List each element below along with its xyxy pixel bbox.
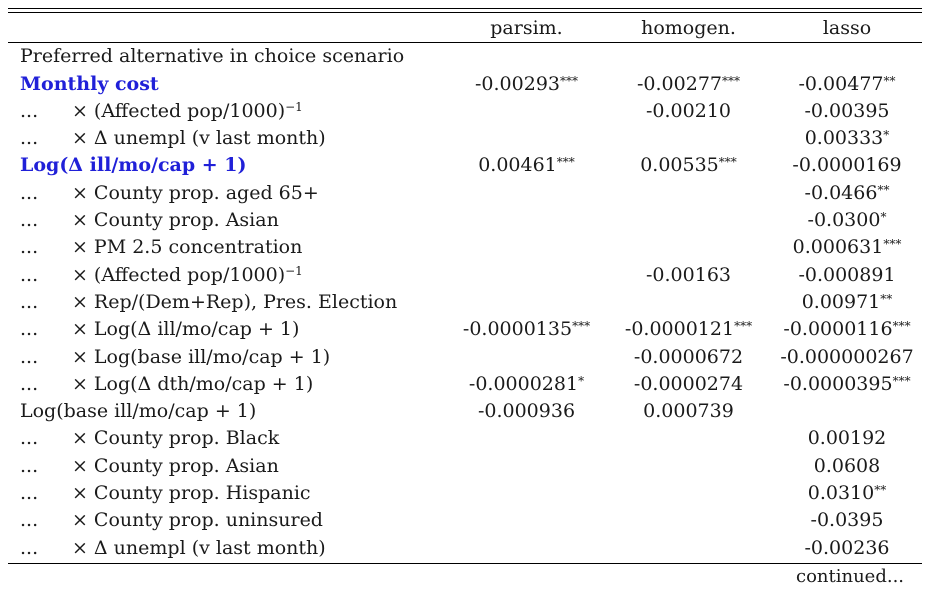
cell-lasso (772, 316, 922, 343)
row-label (8, 207, 448, 234)
times-symbol: × (72, 99, 88, 122)
cell-lasso (772, 344, 922, 371)
header-blank (8, 15, 448, 43)
cell-lasso (772, 262, 922, 289)
coefficient-value: -0.0000274 (633, 372, 744, 395)
cell-lasso (772, 43, 922, 71)
coefficient-value: -0.0000169 (792, 154, 902, 177)
ellipsis-marker: ... (20, 127, 39, 150)
ellipsis-marker: ... (20, 427, 39, 450)
cell-parsim (448, 535, 605, 562)
coefficient-value: -0.0000281 (468, 372, 579, 395)
significance-stars: *** (718, 155, 737, 170)
coefficient-value: -0.0300 (807, 209, 881, 232)
top-rule-inner (8, 12, 922, 13)
cell-parsim (448, 289, 605, 316)
cell-homogen (605, 125, 772, 152)
table-row (8, 371, 922, 398)
times-symbol: × (72, 345, 88, 368)
cell-homogen (605, 425, 772, 452)
significance-stars: ** (877, 182, 890, 197)
row-label (8, 234, 448, 261)
ellipsis-marker: ... (20, 454, 39, 477)
ellipsis-marker: ... (20, 99, 39, 122)
row-label (8, 262, 448, 289)
row-label (8, 535, 448, 562)
table-body (8, 43, 922, 562)
cell-homogen (605, 453, 772, 480)
coefficient-value: -0.0000116 (783, 318, 893, 341)
row-label (8, 43, 448, 71)
bottom-rule (8, 563, 922, 564)
row-label-text: Log(base ill/mo/cap + 1) (20, 400, 257, 423)
cell-lasso (772, 371, 922, 398)
table-row (8, 480, 922, 507)
cell-homogen (605, 152, 772, 179)
row-label (8, 125, 448, 152)
column-header-homogen: homogen. (605, 15, 772, 43)
row-label (8, 507, 448, 534)
row-label-text: Δ unempl (v last month) (93, 536, 326, 559)
significance-stars: *** (572, 319, 591, 334)
coefficient-value: -0.0000135 (462, 318, 573, 341)
coefficient-value: 0.0608 (813, 454, 881, 477)
row-label (8, 344, 448, 371)
table-row (8, 425, 922, 452)
coefficient-value: -0.00477 (798, 72, 884, 95)
row-label (8, 480, 448, 507)
coefficient-value: -0.000000267 (780, 345, 914, 368)
times-symbol: × (72, 482, 88, 505)
times-symbol: × (72, 536, 88, 559)
continued-note: continued... (796, 566, 905, 587)
row-label-text: County prop. Asian (93, 209, 279, 232)
cell-lasso (772, 71, 922, 98)
coefficient-value: 0.00461 (478, 154, 557, 177)
table-row (8, 507, 922, 534)
ellipsis-marker: ... (20, 482, 39, 505)
row-label-text: Preferred alternative in choice scenario (20, 45, 405, 68)
times-symbol: × (72, 318, 88, 341)
table-row (8, 234, 922, 261)
cell-homogen (605, 262, 772, 289)
coefficient-value: -0.00395 (804, 99, 890, 122)
coefficient-value: -0.00277 (637, 72, 722, 95)
table-row (8, 289, 922, 316)
cell-parsim (448, 152, 605, 179)
row-label-text: Monthly cost (20, 72, 159, 95)
coefficient-value: 0.00333 (804, 127, 884, 150)
row-label-text: PM 2.5 concentration (93, 236, 303, 259)
table-row (8, 535, 922, 562)
cell-parsim (448, 125, 605, 152)
row-label-text: Δ unempl (v last month) (93, 127, 326, 150)
table-row (8, 344, 922, 371)
ellipsis-marker: ... (20, 509, 39, 532)
table-row (8, 71, 922, 98)
cell-parsim (448, 180, 605, 207)
coefficient-value: 0.000739 (643, 400, 734, 423)
times-symbol: × (72, 181, 88, 204)
row-label (8, 425, 448, 452)
significance-stars: *** (892, 319, 911, 334)
coefficient-value: 0.00971 (801, 290, 881, 313)
cell-homogen (605, 71, 772, 98)
significance-stars: *** (892, 373, 911, 388)
coefficient-value: 0.00192 (807, 427, 887, 450)
significance-stars: ** (880, 291, 893, 306)
significance-stars: * (880, 210, 887, 225)
row-label-text: County prop. Black (93, 427, 280, 450)
significance-stars: *** (883, 237, 902, 252)
row-label (8, 71, 448, 98)
table-row (8, 125, 922, 152)
cell-lasso (772, 234, 922, 261)
row-label-text: Rep/(Dem+Rep), Pres. Election (93, 290, 398, 313)
row-label-text: (Affected pop/1000) (93, 263, 286, 286)
row-label-text: County prop. aged 65+ (93, 181, 319, 204)
cell-parsim (448, 262, 605, 289)
ellipsis-marker: ... (20, 536, 39, 559)
coefficient-value: -0.0000395 (783, 372, 893, 395)
cell-parsim (448, 453, 605, 480)
times-symbol: × (72, 454, 88, 477)
regression-table (8, 15, 922, 562)
coefficient-value: -0.00293 (475, 72, 560, 95)
significance-stars: *** (722, 73, 740, 88)
cell-parsim (448, 207, 605, 234)
row-label-text: Log(Δ dth/mo/cap + 1) (93, 372, 314, 395)
times-symbol: × (72, 127, 88, 150)
cell-lasso (772, 180, 922, 207)
coefficient-value: -0.00236 (804, 536, 890, 559)
significance-stars: ** (883, 73, 896, 88)
table-row (8, 180, 922, 207)
table-row (8, 98, 922, 125)
cell-homogen (605, 371, 772, 398)
row-label (8, 289, 448, 316)
cell-homogen (605, 234, 772, 261)
coefficient-value: -0.0000672 (633, 345, 744, 368)
row-label-text: County prop. uninsured (93, 509, 323, 532)
cell-parsim (448, 425, 605, 452)
cell-lasso (772, 398, 922, 425)
cell-parsim (448, 71, 605, 98)
row-label-text: County prop. Asian (93, 454, 279, 477)
times-symbol: × (72, 209, 88, 232)
times-symbol: × (72, 509, 88, 532)
significance-stars: ** (874, 483, 887, 498)
cell-lasso (772, 98, 922, 125)
cell-lasso (772, 289, 922, 316)
cell-lasso (772, 480, 922, 507)
cell-homogen (605, 207, 772, 234)
header-row (8, 15, 922, 43)
significance-stars: *** (560, 73, 578, 88)
column-header-parsim: parsim. (448, 15, 605, 43)
top-rule-outer (8, 8, 922, 9)
cell-homogen (605, 480, 772, 507)
cell-lasso (772, 152, 922, 179)
row-label (8, 180, 448, 207)
column-header-lasso: lasso (772, 15, 922, 43)
significance-stars: *** (734, 319, 753, 334)
coefficient-value: -0.000891 (798, 263, 896, 286)
row-label (8, 453, 448, 480)
row-label-exponent: −1 (285, 99, 303, 114)
ellipsis-marker: ... (20, 318, 39, 341)
coefficient-value: -0.00210 (646, 99, 731, 122)
table-row (8, 207, 922, 234)
cell-homogen (605, 98, 772, 125)
cell-homogen (605, 316, 772, 343)
times-symbol: × (72, 427, 88, 450)
row-label (8, 152, 448, 179)
ellipsis-marker: ... (20, 181, 39, 204)
row-label (8, 316, 448, 343)
cell-homogen (605, 507, 772, 534)
coefficient-value: -0.0000121 (624, 318, 735, 341)
cell-homogen (605, 535, 772, 562)
row-label-text: Log(Δ ill/mo/cap + 1) (93, 318, 300, 341)
row-label-text: (Affected pop/1000) (93, 99, 286, 122)
cell-parsim (448, 234, 605, 261)
ellipsis-marker: ... (20, 236, 39, 259)
times-symbol: × (72, 263, 88, 286)
table-row (8, 398, 922, 425)
coefficient-value: -0.000936 (477, 400, 576, 423)
cell-parsim (448, 344, 605, 371)
cell-parsim (448, 480, 605, 507)
coefficient-value: -0.0395 (810, 509, 884, 532)
cell-parsim (448, 98, 605, 125)
cell-homogen (605, 398, 772, 425)
cell-parsim (448, 398, 605, 425)
cell-parsim (448, 507, 605, 534)
row-label-text: Log(base ill/mo/cap + 1) (93, 345, 331, 368)
cell-lasso (772, 507, 922, 534)
table-row (8, 152, 922, 179)
coefficient-value: 0.000631 (792, 236, 884, 259)
table-row (8, 453, 922, 480)
cell-parsim (448, 371, 605, 398)
significance-stars: *** (556, 155, 575, 170)
coefficient-value: 0.0310 (807, 482, 875, 505)
coefficient-value: -0.00163 (646, 263, 731, 286)
cell-homogen (605, 43, 772, 71)
times-symbol: × (72, 290, 88, 313)
ellipsis-marker: ... (20, 263, 39, 286)
coefficient-value: -0.0466 (804, 181, 878, 204)
row-label-text: County prop. Hispanic (93, 482, 311, 505)
row-label (8, 398, 448, 425)
table-row (8, 262, 922, 289)
cell-lasso (772, 125, 922, 152)
cell-parsim (448, 43, 605, 71)
cell-lasso (772, 425, 922, 452)
significance-stars: * (883, 128, 890, 143)
significance-stars: * (578, 373, 585, 388)
row-label-exponent: −1 (285, 263, 303, 278)
row-label (8, 98, 448, 125)
times-symbol: × (72, 372, 88, 395)
times-symbol: × (72, 236, 88, 259)
coefficient-value: 0.00535 (640, 154, 719, 177)
cell-lasso (772, 453, 922, 480)
cell-homogen (605, 180, 772, 207)
cell-homogen (605, 344, 772, 371)
ellipsis-marker: ... (20, 345, 39, 368)
cell-homogen (605, 289, 772, 316)
row-label-text: Log(Δ ill/mo/cap + 1) (20, 154, 247, 177)
ellipsis-marker: ... (20, 290, 39, 313)
cell-parsim (448, 316, 605, 343)
cell-lasso (772, 535, 922, 562)
table-row (8, 43, 922, 71)
table-row (8, 316, 922, 343)
row-label (8, 371, 448, 398)
cell-lasso (772, 207, 922, 234)
ellipsis-marker: ... (20, 372, 39, 395)
ellipsis-marker: ... (20, 209, 39, 232)
